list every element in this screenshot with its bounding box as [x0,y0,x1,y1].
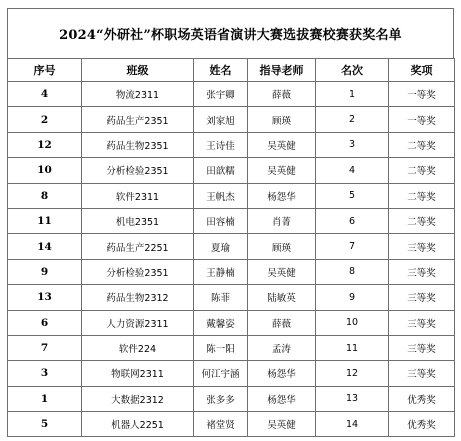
cell-teacher: 顾瑛 [248,234,316,259]
cell-teacher: 杨怨华 [248,183,316,208]
table-row [8,183,455,208]
cell-class: 机电2351 [82,208,194,233]
cell-no: 11 [8,208,82,233]
column-header-no: 序号 [8,59,82,82]
cell-class: 物联网2311 [82,361,194,386]
cell-class: 物流2311 [82,82,194,107]
cell-rank: 13 [316,386,389,411]
cell-no: 6 [8,310,82,335]
cell-teacher: 吴英健 [248,158,316,183]
column-header-teacher: 指导老师 [248,59,316,82]
cell-name: 戴馨姿 [194,310,248,335]
cell-award: 二等奖 [389,208,455,233]
cell-award: 二等奖 [389,183,455,208]
cell-teacher: 孟涛 [248,335,316,360]
cell-no: 14 [8,234,82,259]
cell-class: 人力资源2311 [82,310,194,335]
cell-teacher: 吴英健 [248,412,316,437]
cell-teacher: 顾瑛 [248,107,316,132]
cell-name: 何江宇涵 [194,361,248,386]
cell-class: 分析检验2351 [82,158,194,183]
cell-award: 三等奖 [389,310,455,335]
table-row [8,234,455,259]
cell-teacher: 杨怨华 [248,386,316,411]
cell-no: 13 [8,285,82,310]
cell-name: 田容楠 [194,208,248,233]
cell-rank: 7 [316,234,389,259]
cell-no: 4 [8,82,82,107]
cell-class: 药品生产2251 [82,234,194,259]
cell-award: 三等奖 [389,335,455,360]
cell-rank: 6 [316,208,389,233]
cell-rank: 3 [316,132,389,157]
column-header-name: 姓名 [194,59,248,82]
table-row [8,259,455,284]
cell-rank: 5 [316,183,389,208]
cell-teacher: 肖菁 [248,208,316,233]
cell-no: 12 [8,132,82,157]
cell-class: 药品生产2351 [82,107,194,132]
cell-name: 陈菲 [194,285,248,310]
cell-no: 9 [8,259,82,284]
table-row [8,285,455,310]
cell-teacher: 吴英健 [248,259,316,284]
table-row [8,386,455,411]
cell-name: 刘家旭 [194,107,248,132]
cell-name: 王诗佳 [194,132,248,157]
cell-no: 3 [8,361,82,386]
cell-class: 机器人2251 [82,412,194,437]
table-row [8,107,455,132]
cell-name: 褚堂贤 [194,412,248,437]
cell-class: 药品生物2351 [82,132,194,157]
cell-award: 三等奖 [389,259,455,284]
column-header-award: 奖项 [389,59,455,82]
cell-no: 10 [8,158,82,183]
cell-award: 一等奖 [389,107,455,132]
cell-name: 张宇卿 [194,82,248,107]
cell-rank: 4 [316,158,389,183]
table-body [8,82,455,437]
cell-name: 夏瑜 [194,234,248,259]
cell-name: 王帆杰 [194,183,248,208]
cell-teacher: 杨怨华 [248,361,316,386]
cell-teacher: 薛薇 [248,310,316,335]
cell-no: 2 [8,107,82,132]
table-row [8,361,455,386]
table-row [8,208,455,233]
cell-rank: 10 [316,310,389,335]
cell-rank: 11 [316,335,389,360]
cell-rank: 12 [316,361,389,386]
cell-award: 三等奖 [389,234,455,259]
table-row [8,335,455,360]
cell-rank: 9 [316,285,389,310]
cell-name: 陈一阳 [194,335,248,360]
page-title: 2024“外研社”杯职场英语省演讲大赛选拔赛校赛获奖名单 [7,8,454,58]
table-row [8,310,455,335]
cell-award: 二等奖 [389,132,455,157]
award-table [7,58,455,437]
cell-teacher: 陆敏英 [248,285,316,310]
cell-rank: 2 [316,107,389,132]
table-row [8,82,455,107]
column-header-class: 班级 [82,59,194,82]
cell-award: 三等奖 [389,361,455,386]
header-row [8,59,455,82]
cell-no: 7 [8,335,82,360]
cell-name: 王静楠 [194,259,248,284]
cell-class: 药品生物2312 [82,285,194,310]
cell-teacher: 薛薇 [248,82,316,107]
cell-class: 分析检验2351 [82,259,194,284]
cell-class: 大数据2312 [82,386,194,411]
table-row [8,412,455,437]
cell-rank: 8 [316,259,389,284]
column-header-rank: 名次 [316,59,389,82]
cell-award: 优秀奖 [389,386,455,411]
cell-no: 8 [8,183,82,208]
table-row [8,158,455,183]
cell-award: 优秀奖 [389,412,455,437]
cell-award: 二等奖 [389,158,455,183]
cell-rank: 14 [316,412,389,437]
table-row [8,132,455,157]
cell-class: 软件2311 [82,183,194,208]
cell-rank: 1 [316,82,389,107]
cell-award: 一等奖 [389,82,455,107]
cell-name: 张多多 [194,386,248,411]
cell-award: 三等奖 [389,285,455,310]
cell-class: 软件224 [82,335,194,360]
cell-no: 5 [8,412,82,437]
cell-no: 1 [8,386,82,411]
cell-name: 田歆糯 [194,158,248,183]
cell-teacher: 吴英健 [248,132,316,157]
award-list-sheet [7,8,454,435]
